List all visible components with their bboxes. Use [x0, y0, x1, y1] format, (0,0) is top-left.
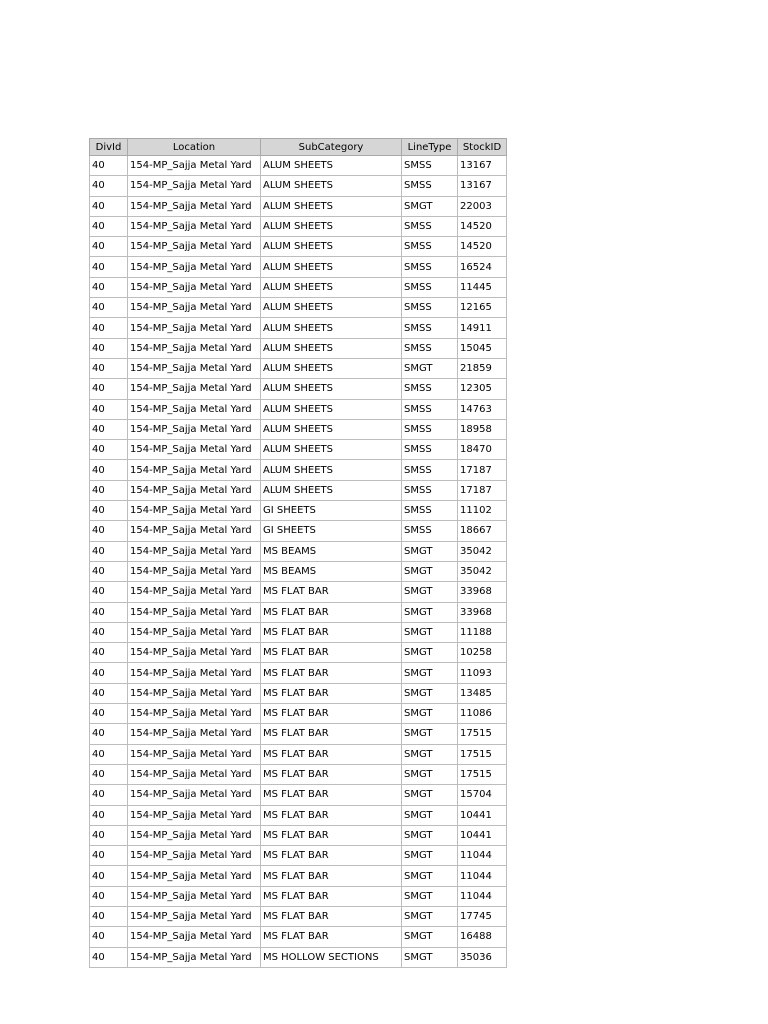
cell-subcategory: ALUM SHEETS — [261, 399, 402, 419]
cell-divid: 40 — [90, 196, 128, 216]
table-row — [90, 196, 507, 216]
cell-stockid: 33968 — [458, 602, 507, 622]
cell-stockid: 17515 — [458, 764, 507, 784]
cell-linetype: SMSS — [402, 440, 458, 460]
cell-divid: 40 — [90, 156, 128, 176]
cell-stockid: 35036 — [458, 947, 507, 967]
cell-divid: 40 — [90, 257, 128, 277]
cell-stockid: 14763 — [458, 399, 507, 419]
cell-subcategory: ALUM SHEETS — [261, 480, 402, 500]
cell-location: 154-MP_Sajja Metal Yard — [128, 176, 261, 196]
cell-subcategory: ALUM SHEETS — [261, 379, 402, 399]
cell-linetype: SMSS — [402, 237, 458, 257]
cell-location: 154-MP_Sajja Metal Yard — [128, 906, 261, 926]
cell-location: 154-MP_Sajja Metal Yard — [128, 947, 261, 967]
table-header — [90, 139, 507, 156]
cell-linetype: SMSS — [402, 521, 458, 541]
cell-stockid: 18958 — [458, 419, 507, 439]
cell-subcategory: MS FLAT BAR — [261, 602, 402, 622]
cell-location: 154-MP_Sajja Metal Yard — [128, 298, 261, 318]
cell-divid: 40 — [90, 216, 128, 236]
cell-divid: 40 — [90, 866, 128, 886]
table-row — [90, 724, 507, 744]
cell-linetype: SMGT — [402, 622, 458, 642]
cell-stockid: 11044 — [458, 866, 507, 886]
cell-divid: 40 — [90, 440, 128, 460]
cell-subcategory: MS HOLLOW SECTIONS — [261, 947, 402, 967]
cell-linetype: SMSS — [402, 156, 458, 176]
cell-linetype: SMSS — [402, 419, 458, 439]
cell-stockid: 14520 — [458, 216, 507, 236]
cell-stockid: 18667 — [458, 521, 507, 541]
cell-location: 154-MP_Sajja Metal Yard — [128, 196, 261, 216]
cell-divid: 40 — [90, 927, 128, 947]
cell-subcategory: MS FLAT BAR — [261, 906, 402, 926]
cell-divid: 40 — [90, 399, 128, 419]
cell-stockid: 11102 — [458, 501, 507, 521]
cell-location: 154-MP_Sajja Metal Yard — [128, 156, 261, 176]
table-row — [90, 906, 507, 926]
cell-linetype: SMSS — [402, 298, 458, 318]
table-row — [90, 866, 507, 886]
table-row — [90, 338, 507, 358]
cell-linetype: SMGT — [402, 764, 458, 784]
cell-divid: 40 — [90, 480, 128, 500]
header-row — [90, 139, 507, 156]
cell-linetype: SMGT — [402, 927, 458, 947]
cell-divid: 40 — [90, 358, 128, 378]
cell-stockid: 11044 — [458, 846, 507, 866]
table-row — [90, 785, 507, 805]
cell-linetype: SMSS — [402, 318, 458, 338]
cell-subcategory: ALUM SHEETS — [261, 338, 402, 358]
cell-linetype: SMGT — [402, 744, 458, 764]
cell-stockid: 22003 — [458, 196, 507, 216]
cell-stockid: 35042 — [458, 561, 507, 581]
cell-stockid: 13167 — [458, 156, 507, 176]
cell-linetype: SMGT — [402, 602, 458, 622]
table-row — [90, 927, 507, 947]
cell-divid: 40 — [90, 643, 128, 663]
cell-divid: 40 — [90, 561, 128, 581]
cell-location: 154-MP_Sajja Metal Yard — [128, 216, 261, 236]
cell-stockid: 16524 — [458, 257, 507, 277]
cell-linetype: SMSS — [402, 338, 458, 358]
cell-subcategory: MS FLAT BAR — [261, 582, 402, 602]
table-row — [90, 298, 507, 318]
cell-subcategory: ALUM SHEETS — [261, 196, 402, 216]
cell-subcategory: ALUM SHEETS — [261, 298, 402, 318]
table-row — [90, 561, 507, 581]
cell-stockid: 17187 — [458, 480, 507, 500]
cell-location: 154-MP_Sajja Metal Yard — [128, 318, 261, 338]
cell-location: 154-MP_Sajja Metal Yard — [128, 704, 261, 724]
cell-stockid: 13485 — [458, 683, 507, 703]
cell-stockid: 14911 — [458, 318, 507, 338]
cell-divid: 40 — [90, 277, 128, 297]
table-row — [90, 825, 507, 845]
cell-location: 154-MP_Sajja Metal Yard — [128, 805, 261, 825]
table-row — [90, 480, 507, 500]
cell-linetype: SMSS — [402, 216, 458, 236]
table-row — [90, 846, 507, 866]
table-row — [90, 886, 507, 906]
cell-subcategory: ALUM SHEETS — [261, 156, 402, 176]
table-row — [90, 176, 507, 196]
cell-linetype: SMSS — [402, 257, 458, 277]
table-row — [90, 683, 507, 703]
cell-linetype: SMGT — [402, 906, 458, 926]
cell-location: 154-MP_Sajja Metal Yard — [128, 622, 261, 642]
cell-subcategory: MS FLAT BAR — [261, 704, 402, 724]
cell-divid: 40 — [90, 683, 128, 703]
cell-linetype: SMSS — [402, 480, 458, 500]
cell-stockid: 11086 — [458, 704, 507, 724]
cell-stockid: 12305 — [458, 379, 507, 399]
cell-linetype: SMGT — [402, 947, 458, 967]
cell-subcategory: MS FLAT BAR — [261, 846, 402, 866]
cell-subcategory: MS FLAT BAR — [261, 724, 402, 744]
cell-subcategory: MS FLAT BAR — [261, 805, 402, 825]
column-header-subcategory: SubCategory — [261, 139, 402, 156]
cell-stockid: 17515 — [458, 724, 507, 744]
cell-divid: 40 — [90, 764, 128, 784]
table-row — [90, 744, 507, 764]
table-row — [90, 602, 507, 622]
cell-location: 154-MP_Sajja Metal Yard — [128, 683, 261, 703]
table-row — [90, 257, 507, 277]
column-header-stockid: StockID — [458, 139, 507, 156]
cell-linetype: SMGT — [402, 561, 458, 581]
cell-divid: 40 — [90, 541, 128, 561]
cell-location: 154-MP_Sajja Metal Yard — [128, 338, 261, 358]
table-row — [90, 156, 507, 176]
cell-divid: 40 — [90, 663, 128, 683]
cell-linetype: SMSS — [402, 501, 458, 521]
cell-divid: 40 — [90, 622, 128, 642]
cell-divid: 40 — [90, 460, 128, 480]
cell-location: 154-MP_Sajja Metal Yard — [128, 927, 261, 947]
cell-subcategory: ALUM SHEETS — [261, 277, 402, 297]
table-row — [90, 419, 507, 439]
table-row — [90, 358, 507, 378]
cell-location: 154-MP_Sajja Metal Yard — [128, 663, 261, 683]
cell-linetype: SMGT — [402, 704, 458, 724]
cell-subcategory: MS FLAT BAR — [261, 886, 402, 906]
cell-location: 154-MP_Sajja Metal Yard — [128, 379, 261, 399]
cell-divid: 40 — [90, 846, 128, 866]
cell-linetype: SMGT — [402, 785, 458, 805]
cell-linetype: SMGT — [402, 724, 458, 744]
cell-location: 154-MP_Sajja Metal Yard — [128, 846, 261, 866]
cell-divid: 40 — [90, 704, 128, 724]
cell-location: 154-MP_Sajja Metal Yard — [128, 744, 261, 764]
cell-location: 154-MP_Sajja Metal Yard — [128, 764, 261, 784]
table-row — [90, 501, 507, 521]
cell-location: 154-MP_Sajja Metal Yard — [128, 825, 261, 845]
table-row — [90, 277, 507, 297]
table-row — [90, 237, 507, 257]
cell-stockid: 17745 — [458, 906, 507, 926]
cell-stockid: 11445 — [458, 277, 507, 297]
cell-subcategory: ALUM SHEETS — [261, 358, 402, 378]
cell-subcategory: MS FLAT BAR — [261, 764, 402, 784]
cell-linetype: SMSS — [402, 399, 458, 419]
cell-location: 154-MP_Sajja Metal Yard — [128, 460, 261, 480]
cell-subcategory: GI SHEETS — [261, 501, 402, 521]
cell-linetype: SMGT — [402, 683, 458, 703]
stock-table — [89, 138, 507, 968]
cell-stockid: 15045 — [458, 338, 507, 358]
cell-location: 154-MP_Sajja Metal Yard — [128, 399, 261, 419]
table-row — [90, 663, 507, 683]
cell-divid: 40 — [90, 419, 128, 439]
cell-stockid: 10258 — [458, 643, 507, 663]
cell-stockid: 33968 — [458, 582, 507, 602]
cell-divid: 40 — [90, 744, 128, 764]
table-row — [90, 582, 507, 602]
cell-subcategory: ALUM SHEETS — [261, 419, 402, 439]
table-row — [90, 399, 507, 419]
cell-divid: 40 — [90, 886, 128, 906]
cell-location: 154-MP_Sajja Metal Yard — [128, 561, 261, 581]
cell-location: 154-MP_Sajja Metal Yard — [128, 582, 261, 602]
cell-location: 154-MP_Sajja Metal Yard — [128, 257, 261, 277]
cell-stockid: 16488 — [458, 927, 507, 947]
cell-linetype: SMGT — [402, 825, 458, 845]
cell-linetype: SMGT — [402, 196, 458, 216]
cell-location: 154-MP_Sajja Metal Yard — [128, 541, 261, 561]
cell-divid: 40 — [90, 338, 128, 358]
cell-subcategory: MS FLAT BAR — [261, 622, 402, 642]
table-row — [90, 521, 507, 541]
cell-divid: 40 — [90, 785, 128, 805]
table-row — [90, 318, 507, 338]
cell-location: 154-MP_Sajja Metal Yard — [128, 785, 261, 805]
table-row — [90, 805, 507, 825]
cell-location: 154-MP_Sajja Metal Yard — [128, 480, 261, 500]
cell-divid: 40 — [90, 379, 128, 399]
cell-location: 154-MP_Sajja Metal Yard — [128, 886, 261, 906]
cell-linetype: SMGT — [402, 358, 458, 378]
cell-stockid: 18470 — [458, 440, 507, 460]
cell-subcategory: ALUM SHEETS — [261, 460, 402, 480]
cell-stockid: 10441 — [458, 805, 507, 825]
cell-linetype: SMSS — [402, 379, 458, 399]
cell-subcategory: MS FLAT BAR — [261, 643, 402, 663]
cell-subcategory: MS FLAT BAR — [261, 683, 402, 703]
column-header-linetype: LineType — [402, 139, 458, 156]
cell-stockid: 17187 — [458, 460, 507, 480]
table-row — [90, 947, 507, 967]
cell-divid: 40 — [90, 521, 128, 541]
cell-stockid: 11093 — [458, 663, 507, 683]
cell-linetype: SMSS — [402, 176, 458, 196]
cell-linetype: SMGT — [402, 541, 458, 561]
cell-linetype: SMGT — [402, 886, 458, 906]
cell-subcategory: MS BEAMS — [261, 541, 402, 561]
cell-subcategory: MS BEAMS — [261, 561, 402, 581]
cell-subcategory: ALUM SHEETS — [261, 237, 402, 257]
cell-divid: 40 — [90, 582, 128, 602]
cell-subcategory: ALUM SHEETS — [261, 216, 402, 236]
cell-stockid: 11188 — [458, 622, 507, 642]
cell-subcategory: MS FLAT BAR — [261, 825, 402, 845]
cell-subcategory: ALUM SHEETS — [261, 176, 402, 196]
cell-divid: 40 — [90, 318, 128, 338]
cell-subcategory: MS FLAT BAR — [261, 785, 402, 805]
table-row — [90, 764, 507, 784]
cell-linetype: SMSS — [402, 277, 458, 297]
cell-linetype: SMGT — [402, 866, 458, 886]
cell-linetype: SMGT — [402, 582, 458, 602]
table-row — [90, 622, 507, 642]
cell-linetype: SMGT — [402, 846, 458, 866]
cell-divid: 40 — [90, 237, 128, 257]
table-row — [90, 440, 507, 460]
cell-divid: 40 — [90, 947, 128, 967]
cell-linetype: SMGT — [402, 805, 458, 825]
cell-divid: 40 — [90, 501, 128, 521]
cell-subcategory: MS FLAT BAR — [261, 866, 402, 886]
cell-stockid: 14520 — [458, 237, 507, 257]
cell-linetype: SMSS — [402, 460, 458, 480]
column-header-location: Location — [128, 139, 261, 156]
cell-location: 154-MP_Sajja Metal Yard — [128, 358, 261, 378]
table-row — [90, 216, 507, 236]
cell-location: 154-MP_Sajja Metal Yard — [128, 724, 261, 744]
cell-divid: 40 — [90, 906, 128, 926]
table-body — [90, 156, 507, 968]
cell-divid: 40 — [90, 805, 128, 825]
cell-location: 154-MP_Sajja Metal Yard — [128, 866, 261, 886]
cell-divid: 40 — [90, 602, 128, 622]
column-header-divid: DivId — [90, 139, 128, 156]
cell-location: 154-MP_Sajja Metal Yard — [128, 237, 261, 257]
cell-linetype: SMGT — [402, 643, 458, 663]
cell-divid: 40 — [90, 298, 128, 318]
cell-divid: 40 — [90, 724, 128, 744]
table-row — [90, 541, 507, 561]
cell-location: 154-MP_Sajja Metal Yard — [128, 643, 261, 663]
table-row — [90, 379, 507, 399]
cell-stockid: 11044 — [458, 886, 507, 906]
cell-location: 154-MP_Sajja Metal Yard — [128, 602, 261, 622]
cell-divid: 40 — [90, 825, 128, 845]
cell-subcategory: MS FLAT BAR — [261, 744, 402, 764]
table-row — [90, 460, 507, 480]
cell-stockid: 15704 — [458, 785, 507, 805]
cell-subcategory: MS FLAT BAR — [261, 927, 402, 947]
cell-subcategory: ALUM SHEETS — [261, 318, 402, 338]
cell-linetype: SMGT — [402, 663, 458, 683]
cell-location: 154-MP_Sajja Metal Yard — [128, 277, 261, 297]
cell-location: 154-MP_Sajja Metal Yard — [128, 440, 261, 460]
cell-stockid: 10441 — [458, 825, 507, 845]
cell-location: 154-MP_Sajja Metal Yard — [128, 501, 261, 521]
cell-stockid: 17515 — [458, 744, 507, 764]
cell-divid: 40 — [90, 176, 128, 196]
cell-location: 154-MP_Sajja Metal Yard — [128, 521, 261, 541]
cell-location: 154-MP_Sajja Metal Yard — [128, 419, 261, 439]
cell-stockid: 13167 — [458, 176, 507, 196]
cell-subcategory: GI SHEETS — [261, 521, 402, 541]
table-row — [90, 704, 507, 724]
cell-stockid: 12165 — [458, 298, 507, 318]
cell-subcategory: MS FLAT BAR — [261, 663, 402, 683]
table-row — [90, 643, 507, 663]
cell-subcategory: ALUM SHEETS — [261, 440, 402, 460]
cell-subcategory: ALUM SHEETS — [261, 257, 402, 277]
cell-stockid: 35042 — [458, 541, 507, 561]
cell-stockid: 21859 — [458, 358, 507, 378]
